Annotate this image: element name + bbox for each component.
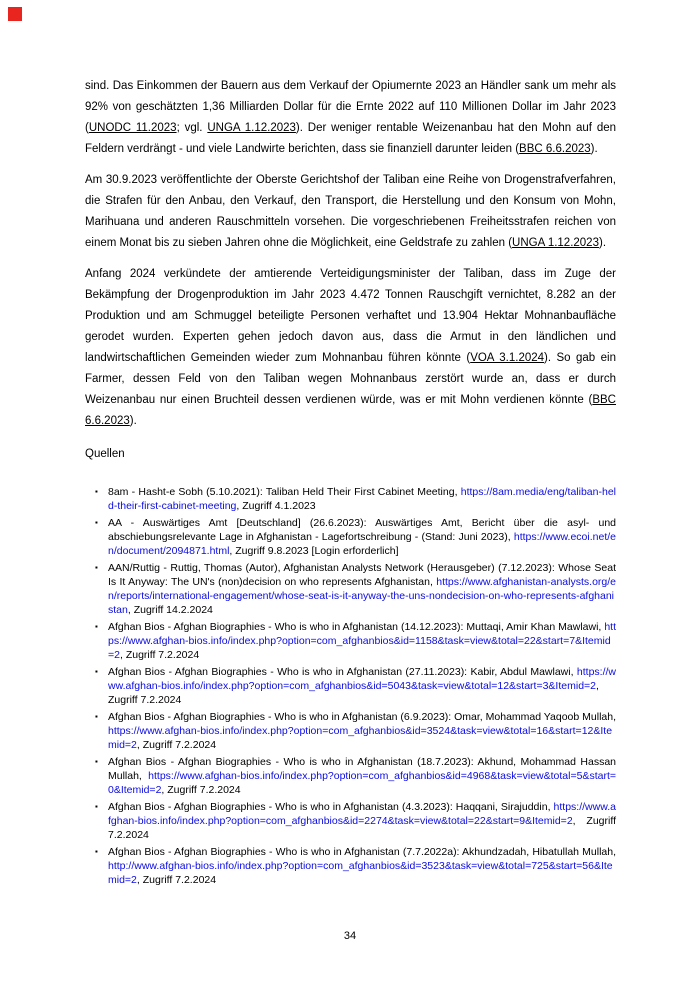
bullet-icon: ▪ xyxy=(95,563,98,572)
text-run: ). xyxy=(598,237,607,249)
text-run: ). So gab ein Farmer, dessen Feld von den Taliban wegen Mohnanbaus zerstört wurde an, dass er durch Weizenanbau nur einen Bruchteil dessen verdienen würde, was er mit Mohn verdienen könnte ( xyxy=(85,352,616,406)
page-number: 34 xyxy=(343,930,357,942)
text-run: , Zugriff 9.8.2023 [Login erforderlich] xyxy=(229,545,399,557)
page-footer xyxy=(0,930,700,942)
text-run: , Zugriff 4.1.2023 xyxy=(236,500,316,512)
bullet-icon: ▪ xyxy=(95,847,98,856)
paragraph-defense-minister xyxy=(85,264,616,432)
source-text xyxy=(108,755,616,797)
text-run: Am 30.9.2023 veröffentlichte der Oberste Gerichtshof der Taliban eine Reihe von Drogenstrafverfahren, die Strafen für den Anbau, den Verkauf, den Transport, die Herstellung und den Konsum von Mohn, Marihuana und anderen Rauschmitteln vorsehen. Die vorgeschriebenen Freiheitsstrafen reichen von einem Monat bis zu sieben Jahren ohne die Möglichkeit, eine Geldstrafe zu zahlen ( xyxy=(85,174,616,249)
reference-link[interactable]: UNODC 11.2023 xyxy=(88,122,177,134)
url-link[interactable]: https://8am.media/eng/taliban-held-their-first-cabinet-meeting xyxy=(108,486,616,512)
bullet-icon: ▪ xyxy=(95,802,98,811)
text-run: Afghan Bios - Afghan Biographies - Who is who in Afghanistan (27.11.2023): Kabir, Abdul Mawlawi, xyxy=(108,666,577,678)
text-run: , Zugriff 7.2.2024 xyxy=(136,874,217,886)
bullet-icon: ▪ xyxy=(95,712,98,721)
text-run: AA - Auswärtiges Amt [Deutschland] (26.6.2023): Auswärtiges Amt, Bericht über die asyl- und abschiebungsrelevante Lage in Afghanistan - Lagefortschreibung - (Stand: Juni 2023), xyxy=(108,517,616,543)
url-link[interactable]: https://www.afghan-bios.info/index.php?option=com_afghanbios&id=5043&task=view&total=12&start=3&Itemid=2 xyxy=(108,666,616,692)
source-text xyxy=(108,800,616,842)
text-run: Afghan Bios - Afghan Biographies - Who is who in Afghanistan (4.3.2023): Haqqani, Sirajuddin, xyxy=(108,801,554,813)
paragraph-opium-income xyxy=(85,76,616,160)
bullet-icon: ▪ xyxy=(95,667,98,676)
corner-marker xyxy=(8,7,22,21)
bullet-icon: ▪ xyxy=(95,518,98,527)
text-run: sind. Das Einkommen der Bauern aus dem Verkauf der Opiumernte 2023 an Händler sank um mehr als 92% von geschätzten 1,36 Milliarden Dollar für die Ernte 2022 auf 110 Millionen Dollar im Jahr 2023 ( xyxy=(85,80,616,134)
text-run: Afghan Bios - Afghan Biographies - Who is who in Afghanistan (14.12.2023): Muttaqi, Amir Khan Mawlawi, xyxy=(108,621,605,633)
source-item xyxy=(95,620,616,662)
text-run: 8am - Hasht-e Sobh (5.10.2021): Taliban Held Their First Cabinet Meeting, xyxy=(108,486,461,498)
text-run: ). Der weniger rentable Weizenanbau hat den Mohn auf den Feldern verdrängt - und viele Landwirte berichten, dass sie finanziell darunter leiden ( xyxy=(85,122,617,155)
sources-list xyxy=(95,485,616,887)
url-link[interactable]: http://www.afghan-bios.info/index.php?option=com_afghanbios&id=3523&task=view&total=725&start=56&Itemid=2 xyxy=(108,860,613,886)
source-item xyxy=(95,845,616,887)
page-content xyxy=(85,76,616,890)
url-link[interactable]: https://www.afghanistan-analysts.org/en/reports/international-engagement/whose-seat-is-it-anyway-the-uns-nondecision-on-who-represents-afghanistan xyxy=(108,576,616,616)
text-run: Afghan Bios - Afghan Biographies - Who is who in Afghanistan (6.9.2023): Omar, Mohammad Yaqoob Mullah, xyxy=(108,711,616,723)
source-text xyxy=(108,665,616,707)
source-text xyxy=(108,485,616,513)
url-link[interactable]: https://www.ecoi.net/en/document/2094871.html xyxy=(108,531,616,557)
reference-link[interactable]: BBC 6.6.2023 xyxy=(85,394,616,427)
source-item xyxy=(95,561,616,617)
text-run: , Zugriff 7.2.2024 xyxy=(108,680,599,706)
text-run: AAN/Ruttig - Ruttig, Thomas (Autor), Afghanistan Analysts Network (Herausgeber) (7.12.2023): Whose Seat Is It Anyway: The UN's (non)decision on who represents Afghanistan, xyxy=(108,562,616,588)
text-run: ; vgl. xyxy=(176,122,208,134)
text-run: Afghan Bios - Afghan Biographies - Who is who in Afghanistan (18.7.2023): Akhund, Mohammad Hassan Mullah, xyxy=(108,756,616,782)
source-text xyxy=(108,620,616,662)
text-run: Afghan Bios - Afghan Biographies - Who is who in Afghanistan (7.7.2022a): Akhundzadah, Hibatullah Mullah, xyxy=(108,846,616,858)
paragraph-supreme-court xyxy=(85,170,616,254)
bullet-icon: ▪ xyxy=(95,757,98,766)
source-text xyxy=(108,516,616,558)
text-run: , Zugriff 7.2.2024 xyxy=(108,815,616,841)
source-item xyxy=(95,516,616,558)
source-item xyxy=(95,800,616,842)
reference-link[interactable]: UNGA 1.12.2023 xyxy=(512,237,599,249)
text-run: ). xyxy=(590,143,598,155)
text-run: , Zugriff 7.2.2024 xyxy=(136,739,217,751)
text-run: , Zugriff 7.2.2024 xyxy=(161,784,241,796)
source-item xyxy=(95,755,616,797)
source-text xyxy=(108,845,616,887)
bullet-icon: ▪ xyxy=(95,487,98,496)
reference-link[interactable]: BBC 6.6.2023 xyxy=(519,143,591,155)
sources-heading: Quellen xyxy=(85,448,125,460)
text-run: Anfang 2024 verkündete der amtierende Verteidigungsminister der Taliban, dass im Zuge der Bekämpfung der Drogenproduktion im Jahr 2023 4.472 Tonnen Rauschgift vernichtet, 8.282 an der Produktion und am Schmuggel beteiligte Personen verhaftet und 13.904 Hektar Mohnanbaufläche gerodet wurden. Experten gehen jedoch davon aus, dass die Armut in den ländlichen und landwirtschaftlichen Gemeinden wieder zum Mohnanbau führen könnte ( xyxy=(85,268,616,364)
url-link[interactable]: https://www.afghan-bios.info/index.php?option=com_afghanbios&id=4968&task=view&total=5&start=0&Itemid=2 xyxy=(108,770,616,796)
source-item xyxy=(95,710,616,752)
source-item xyxy=(95,485,616,513)
source-text xyxy=(108,561,616,617)
text-run: ). xyxy=(129,415,137,427)
url-link[interactable]: https://www.afghan-bios.info/index.php?option=com_afghanbios&id=1158&task=view&total=22&start=7&Itemid=2 xyxy=(108,621,616,661)
url-link[interactable]: https://www.afghan-bios.info/index.php?option=com_afghanbios&id=2274&task=view&total=22&start=9&Itemid=2 xyxy=(108,801,616,827)
text-run: , Zugriff 7.2.2024 xyxy=(119,649,200,661)
reference-link[interactable]: UNGA 1.12.2023 xyxy=(207,122,296,134)
source-item xyxy=(95,665,616,707)
source-text xyxy=(108,710,616,752)
bullet-icon: ▪ xyxy=(95,622,98,631)
text-run: , Zugriff 14.2.2024 xyxy=(127,604,213,616)
url-link[interactable]: https://www.afghan-bios.info/index.php?option=com_afghanbios&id=3524&task=view&total=16&start=12&Itemid=2 xyxy=(108,725,613,751)
reference-link[interactable]: VOA 3.1.2024 xyxy=(470,352,545,364)
